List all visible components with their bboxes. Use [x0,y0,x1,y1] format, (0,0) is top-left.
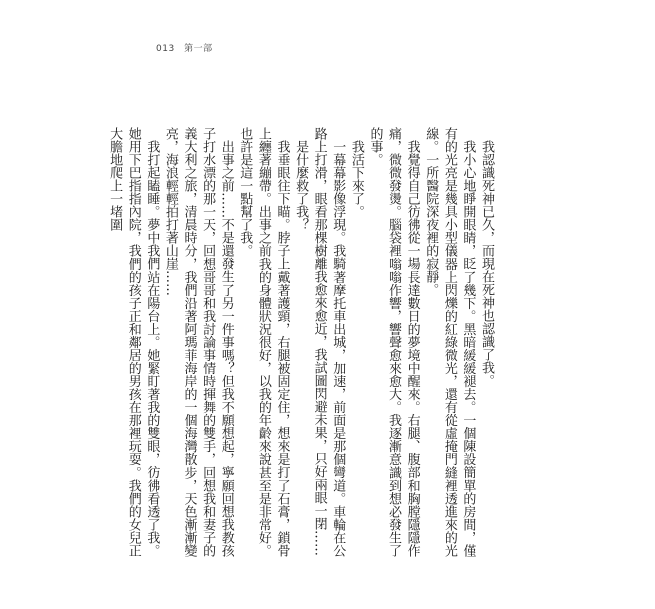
section-title: 第一部 [184,44,213,54]
paragraph: 我認識死神已久，而現在死神也認識了我。 [479,140,494,387]
page-number: 013 [156,44,175,54]
page-header [156,41,213,54]
paragraph: 我覺得自己彷彿從一場長達數日的夢境中醒來。右腿、腹部和胸膛隱隱作痛，微微發燙。腦袋裡嗡嗡作響，響聲愈來愈大。我逐漸意識到想必發生了的事。 [367,127,420,557]
paragraph: 我小心地睜開眼睛，眨了幾下。黑暗緩緩褪去。一個陳設簡單的房間，僅有的光亮是幾具小型儀器上閃爍的紅綠微光，還有從虛掩門縫裡透進來的光線。一所醫院深夜裡的寂靜。 [423,127,476,557]
paragraph: 我活下來了。 [348,140,364,218]
paragraph: 我打起瞌睡。夢中我們站在陽台上。她緊盯著我的雙眼，彷彿看透了我。她用下巴指指內院，我們的孩子正和鄰居的男孩在那裡玩耍。我們的女兒正大膽地爬上一堵圍 [107,127,160,557]
paragraph: 一幕幕影像浮現。我騎著摩托車出城，加速，前面是那個彎道。車輪在公路上打滑，眼看那棵樹離我愈來愈近，我試圖閃避未果，只好兩眼一閉…… [311,127,346,557]
paragraph: 出事之前……不是還發生了另一件事嗎？但我不願想起，寧願回想我教孩子打水漂的那一天，回想哥哥和我討論事情時揮舞的雙手，回想我和妻子的義大利之旅，清晨時分，我們沿著阿瑪菲海岸的一個海灣散步，天色漸漸變亮，海浪輕輕拍打著山崖…… [162,127,234,557]
vertical-body-text [107,127,495,557]
paragraph: 是什麼救了我？ [293,140,309,231]
paragraph: 我垂眼往下瞄。脖子上戴著護頸，右腿被固定住，想來是打了石膏，鎖骨上纏著繃帶。出事之前我的身體狀況很好，以我的年齡來說甚至是非常好。也許是這一點幫了我。 [237,127,290,557]
